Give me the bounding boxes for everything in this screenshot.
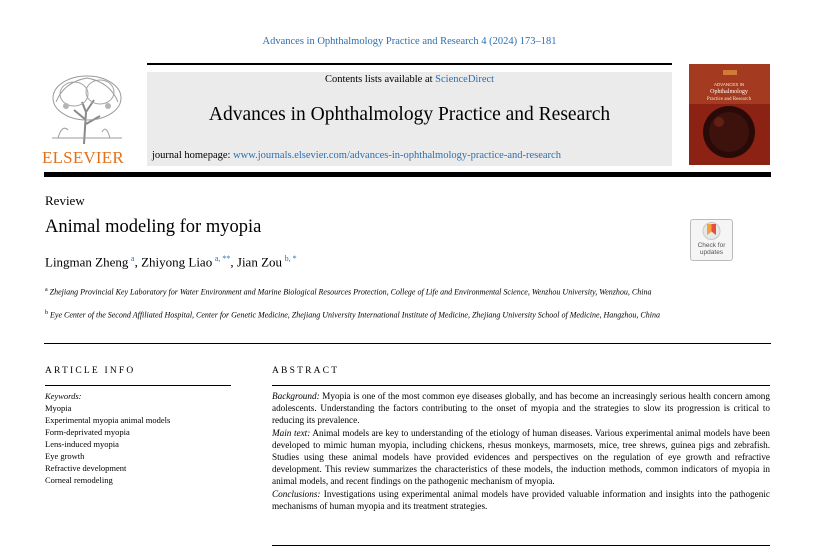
keyword-item[interactable]: Eye growth	[45, 451, 85, 461]
contents-line	[147, 74, 672, 85]
keyword-item[interactable]: Corneal remodeling	[45, 475, 113, 485]
abstract-bottom-rule	[272, 545, 770, 546]
check-for-updates-label: Check for updates	[697, 242, 726, 256]
article-type: Review	[45, 193, 85, 208]
keywords-label: Keywords:	[45, 391, 82, 401]
homepage-label: journal homepage:	[152, 150, 234, 161]
main-text: Animal models are key to understanding of the etiology of human diseases. Various experimental animal models have been developed to mimic human myopia, including chickens, rhesus monkeys, marmosets, mice, tree shrews, guinea pigs and zebrafish. Studies using these animal models have provided evidences and perspectives on the regulation of eye growth and refractive development. This review summarizes the characteristics of these models, the induction methods, common indicators of myopia in animal models, and recent findings on the pathogenic mechanism of myopia.	[272, 427, 771, 487]
author-link[interactable]: Zhiyong Liao	[141, 254, 213, 270]
contents-prefix: Contents lists available at	[324, 74, 436, 85]
author-marks[interactable]: a	[131, 254, 135, 263]
journal-title: Advances in Ophthalmology Practice and Research	[208, 104, 611, 125]
elsevier-logo-text[interactable]: ELSEVIER	[42, 148, 124, 167]
cover-title-line1: ADVANCES IN	[713, 82, 745, 87]
homepage-link[interactable]: www.journals.elsevier.com/advances-in-ophthalmology-practice-and-research	[233, 150, 561, 161]
main-label: Main text:	[272, 427, 311, 438]
article-info-heading: ARTICLE INFO	[45, 366, 136, 376]
header-thick-rule	[44, 172, 771, 177]
author-list: Lingman Zheng $^a$, Zhiyong Liao $^{a, **}$, Jian Zou $^{b, *}$	[45, 254, 297, 270]
article-info-rule	[45, 385, 231, 386]
affiliation-text: Eye Center of the Second Affiliated Hospital, Center for Genetic Medicine, Zhejiang University International Institute of Medicine, Zhejiang University School of Medicine, Hangzhou, China	[50, 310, 660, 320]
abstract-rule	[272, 385, 770, 386]
affiliation-mark: a	[45, 287, 48, 293]
section-divider	[44, 343, 771, 344]
affiliation-text: Zhejiang Provincial Key Laboratory for Water Environment and Marine Biological Resources Protection, College of Life and Environmental Science, Wenzhou University, Wenzhou, China	[49, 287, 652, 297]
abstract-conclusions	[272, 488, 770, 512]
author-link[interactable]: Lingman Zheng	[45, 254, 129, 270]
cover-title-line2: Ophthalmology	[710, 89, 748, 95]
header-top-rule	[147, 63, 672, 65]
conclusions-text: Investigations using experimental animal models have provided valuable information and insights into the pathogenic mechanisms of human myopia and its treatment strategies.	[272, 488, 770, 511]
background-label: Background:	[272, 391, 320, 401]
keyword-item[interactable]: Lens-induced myopia	[45, 439, 119, 449]
sciencedirect-link[interactable]: ScienceDirect	[435, 74, 495, 85]
article-title: Animal modeling for myopia	[45, 217, 262, 237]
keyword-item[interactable]: Refractive development	[45, 463, 127, 473]
keyword-item[interactable]: Myopia	[45, 403, 72, 413]
affiliation-a	[45, 284, 685, 299]
abstract-background	[272, 390, 770, 427]
abstract-main	[272, 427, 770, 488]
abstract-body	[272, 390, 770, 512]
author-link[interactable]: Jian Zou	[236, 254, 283, 270]
affiliation-b	[45, 307, 685, 322]
journal-citation[interactable]: Advances in Ophthalmology Practice and Research 4 (2024) 173–181	[262, 36, 557, 47]
conclusions-label: Conclusions:	[272, 488, 321, 499]
cover-title-line3: Practice and Research	[706, 97, 752, 102]
background-text: Myopia is one of the most common eye diseases globally, and has become an increasingly serious health concern among adolescents. Understanding the factors contributing to the onset of myopia and the strategies to slow its progression is critical to reducing its prevalence.	[272, 391, 770, 426]
abstract-heading: ABSTRACT	[272, 366, 340, 376]
keyword-item[interactable]: Experimental myopia animal models	[45, 415, 171, 425]
journal-cover-image[interactable]	[689, 64, 770, 165]
affiliation-mark: b	[45, 310, 48, 316]
author-marks[interactable]: b, *	[284, 254, 297, 263]
author-marks[interactable]: a, **	[214, 254, 231, 263]
keyword-item[interactable]: Form-deprivated myopia	[45, 427, 130, 437]
journal-homepage	[152, 150, 561, 161]
